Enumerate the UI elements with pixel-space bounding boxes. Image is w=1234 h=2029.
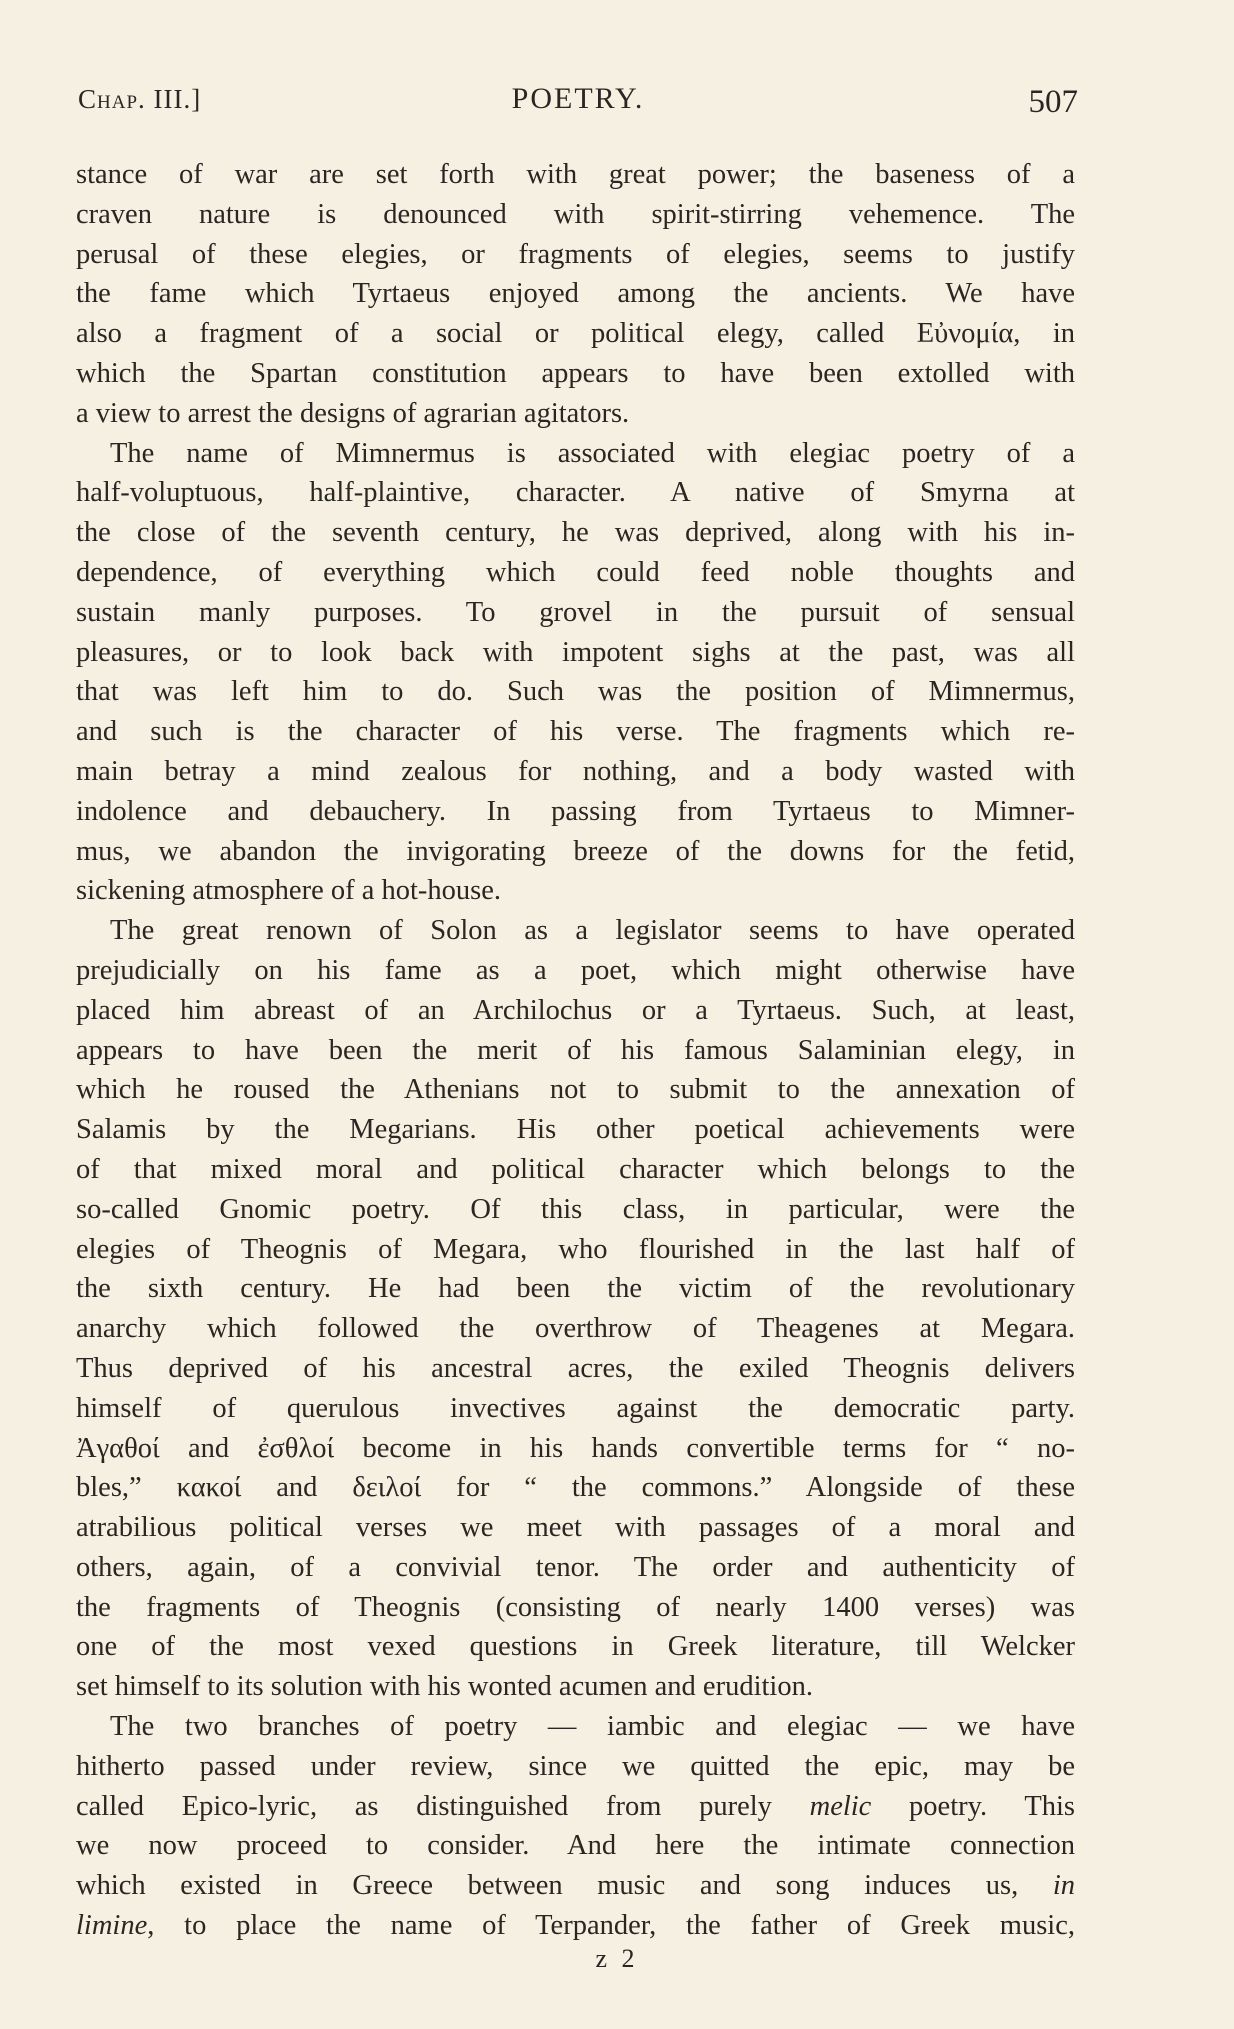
text-line: half-voluptuous, half-plaintive, character. A native of Smyrna at bbox=[76, 477, 1075, 509]
text-line: and such is the character of his verse. The fragments which re- bbox=[76, 716, 1075, 748]
italic-word: in bbox=[1052, 1870, 1075, 1902]
text-line: Thus deprived of his ancestral acres, the exiled Theognis delivers bbox=[76, 1352, 1075, 1384]
page-number: 507 bbox=[1028, 84, 1078, 120]
text-line: mus, we abandon the invigorating breeze of the downs for the fetid, bbox=[76, 835, 1075, 867]
text-line: the sixth century. He had been the victim of the revolutionary bbox=[76, 1273, 1075, 1305]
text-line: which the Spartan constitution appears to have been extolled with bbox=[76, 357, 1075, 389]
text-line: anarchy which followed the overthrow of Theagenes at Megara. bbox=[76, 1313, 1075, 1345]
text-line: perusal of these elegies, or fragments of elegies, seems to justify bbox=[76, 238, 1075, 270]
text-line: dependence, of everything which could feed noble thoughts and bbox=[76, 556, 1075, 588]
text-line: The two branches of poetry — iambic and elegiac — we have bbox=[110, 1711, 1075, 1743]
italic-word: melic bbox=[809, 1790, 872, 1822]
text-line: the fame which Tyrtaeus enjoyed among the ancients. We have bbox=[76, 278, 1075, 310]
text-line: others, again, of a convivial tenor. The order and authenticity of bbox=[76, 1551, 1075, 1583]
text-line: bles,” κακοί and δειλοί for “ the commons.” Alongside of these bbox=[76, 1472, 1075, 1504]
chapter-reference: Chap. III.] bbox=[78, 84, 202, 114]
text-line: indolence and debauchery. In passing from Tyrtaeus to Mimner- bbox=[76, 795, 1075, 827]
text-line: so-called Gnomic poetry. Of this class, in particular, were the bbox=[76, 1193, 1075, 1225]
running-header bbox=[78, 80, 1078, 130]
text-line: a view to arrest the designs of agrarian agitators. bbox=[76, 397, 630, 429]
text-line: which existed in Greece between music and song induces us, in bbox=[76, 1870, 1075, 1902]
text-line: hitherto passed under review, since we quitted the epic, may be bbox=[76, 1750, 1075, 1782]
text-line: Salamis by the Megarians. His other poetical achievements were bbox=[76, 1114, 1075, 1146]
text-line: called Epico-lyric, as distinguished from purely melic poetry. This bbox=[76, 1790, 1075, 1822]
italic-word: limine bbox=[76, 1910, 148, 1942]
text-line: sustain manly purposes. To grovel in the pursuit of sensual bbox=[76, 596, 1075, 628]
text-line: appears to have been the merit of his famous Salaminian elegy, in bbox=[76, 1034, 1075, 1066]
text-line: himself of querulous invectives against the democratic party. bbox=[76, 1392, 1075, 1424]
text-line: sickening atmosphere of a hot-house. bbox=[76, 875, 502, 907]
text-line: main betray a mind zealous for nothing, and a body wasted with bbox=[76, 755, 1075, 787]
text-line: also a fragment of a social or political elegy, called Εὐνομία, in bbox=[76, 318, 1075, 350]
text-line: craven nature is denounced with spirit-stirring vehemence. The bbox=[76, 198, 1075, 230]
text-line: The great renown of Solon as a legislator seems to have operated bbox=[110, 915, 1075, 947]
page-title: POETRY. bbox=[511, 82, 645, 115]
text-line: prejudicially on his fame as a poet, which might otherwise have bbox=[76, 954, 1075, 986]
text-line: placed him abreast of an Archilochus or a Tyrtaeus. Such, at least, bbox=[76, 994, 1075, 1026]
text-line: Ἀγαθοί and ἐσθλοί become in his hands convertible terms for “ no- bbox=[76, 1432, 1075, 1464]
signature-mark: z 2 bbox=[595, 1944, 639, 1973]
text-line: atrabilious political verses we meet with passages of a moral and bbox=[76, 1512, 1075, 1544]
text-line: the fragments of Theognis (consisting of nearly 1400 verses) was bbox=[76, 1591, 1075, 1623]
text-line: elegies of Theognis of Megara, who flourished in the last half of bbox=[76, 1233, 1075, 1265]
body-text bbox=[76, 155, 1075, 1946]
text-line: one of the most vexed questions in Greek literature, till Welcker bbox=[76, 1631, 1075, 1663]
text-line: we now proceed to consider. And here the intimate connection bbox=[76, 1830, 1075, 1862]
text-line: pleasures, or to look back with impotent sighs at the past, was all bbox=[76, 636, 1075, 668]
text-line: stance of war are set forth with great power; the baseness of a bbox=[76, 159, 1075, 190]
text-line: set himself to its solution with his wonted acumen and erudition. bbox=[76, 1671, 813, 1703]
text-line: The name of Mimnermus is associated with elegiac poetry of a bbox=[110, 437, 1075, 469]
text-line: limine, to place the name of Terpander, the father of Greek music, bbox=[76, 1910, 1075, 1942]
text-line: which he roused the Athenians not to submit to the annexation of bbox=[76, 1074, 1075, 1106]
text-line: of that mixed moral and political character which belongs to the bbox=[76, 1153, 1075, 1185]
text-line: that was left him to do. Such was the position of Mimnermus, bbox=[76, 676, 1075, 708]
text-line: the close of the seventh century, he was deprived, along with his in- bbox=[76, 517, 1075, 549]
